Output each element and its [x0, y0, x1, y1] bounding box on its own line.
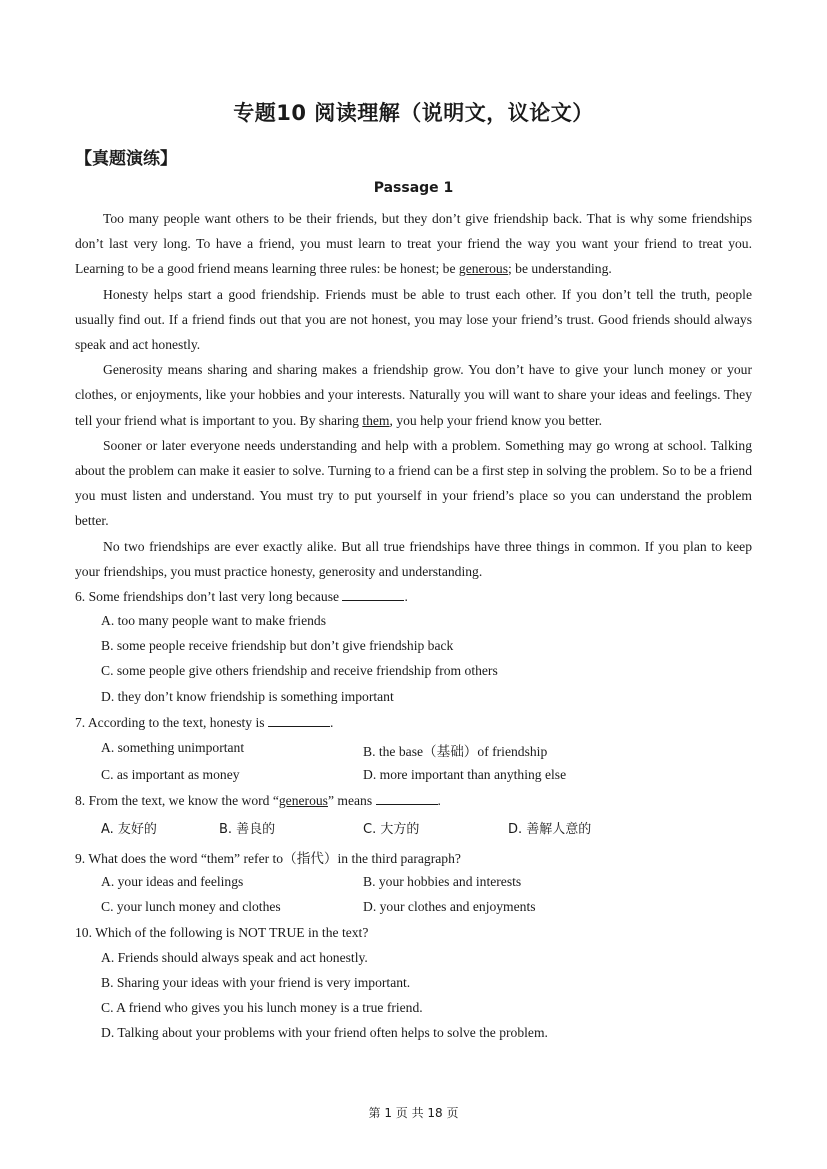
passage-body [75, 206, 752, 584]
question-7-stem [75, 714, 333, 731]
question-7-option-d: D. more important than anything else [363, 767, 567, 782]
question-9-option-c: C. your lunch money and clothes [101, 899, 281, 914]
paragraph-3-text-b: , you help your friend know you better. [389, 412, 603, 428]
question-9-option-b: B. your hobbies and interests [363, 874, 522, 889]
question-8-underlined-word: generous [278, 793, 328, 808]
question-10-option-c: C. A friend who gives you his lunch money is a true friend. [101, 1000, 423, 1015]
question-8-end: . [437, 793, 441, 808]
answer-blank [376, 792, 438, 805]
paragraph-4: Sooner or later everyone needs understanding and help with a problem. Something may go wrong at school. Talking about the problem can make it easier to solve. Turning to a friend can be a first step in solving the problem. So to be a friend you must listen and understand. You must try to put yourself in your friend’s place so you can understand the problem better. [75, 437, 752, 529]
question-7-option-c: C. as important as money [101, 767, 240, 782]
question-8-option-c: C. 大方的 [363, 822, 420, 837]
question-6-option-d: D. they don’t know friendship is something important [101, 689, 394, 704]
paragraph-5: No two friendships are ever exactly alike. But all true friendships have three things in common. If you plan to keep your friendships, you must practice honesty, generosity and understanding. [75, 538, 752, 579]
section-heading: 【真题演练】 [75, 149, 177, 169]
question-7-option-b: B. the base（基础）of friendship [363, 744, 548, 759]
question-8-text-b: ” means [327, 793, 373, 808]
paragraph-3-text-a: Generosity means sharing and sharing makes a friendship grow. You don’t have to give your lunch money or your clothes, or enjoyments, like your hobbies and your interests. Naturally you will want to share your ideas and feelings. They tell your friend what is important to you. By sharing [75, 362, 752, 428]
paragraph-3 [75, 357, 752, 433]
question-10-option-a: A. Friends should always speak and act honestly. [101, 950, 368, 965]
underlined-word-generous: generous [458, 261, 508, 277]
question-6-option-c: C. some people give others friendship and receive friendship from others [101, 663, 498, 678]
page-footer: 第 1 页 共 18 页 [368, 1106, 459, 1120]
question-6-stem [75, 588, 408, 605]
question-9-option-a: A. your ideas and feelings [101, 874, 244, 889]
question-7-option-a: A. something unimportant [101, 740, 245, 755]
question-10-stem: 10. Which of the following is NOT TRUE in the text? [75, 925, 369, 940]
question-10-option-d: D. Talking about your problems with your friend often helps to solve the problem. [101, 1025, 548, 1040]
question-7-text: 7. According to the text, honesty is [75, 715, 265, 730]
underlined-word-them: them [362, 412, 390, 428]
paragraph-1 [75, 206, 752, 282]
question-9-stem: 9. What does the word “them” refer to（指代）in the third paragraph? [75, 851, 461, 866]
question-9-option-d: D. your clothes and enjoyments [363, 899, 536, 914]
question-8-option-d: D. 善解人意的 [508, 822, 592, 837]
question-6-option-b: B. some people receive friendship but don’t give friendship back [101, 638, 454, 653]
question-6-end: . [404, 589, 408, 604]
question-8-text-a: 8. From the text, we know the word “ [75, 793, 279, 808]
paragraph-1-text-a: Too many people want others to be their friends, but they don’t give friendship back. That is why some friendships don’t last very long. To have a friend, you must learn to treat your friend the way you want your friend to treat you. Learning to be a good friend means learning three rules: be honest; be [75, 211, 752, 277]
paragraph-1-text-b: ; be understanding. [507, 261, 612, 277]
page-title: 专题10 阅读理解（说明文，议论文） [233, 101, 594, 125]
paragraph-2: Honesty helps start a good friendship. Friends must be able to trust each other. If you don’t tell the truth, people usually find out. If a friend finds out that you are not honest, you may lose your friend’s trust. Good friends should always speak and act honestly. [75, 286, 752, 353]
answer-blank [268, 714, 330, 727]
question-8-option-b: B. 善良的 [219, 822, 276, 837]
question-6-option-a: A. too many people want to make friends [101, 613, 326, 628]
question-8-option-a: A. 友好的 [101, 822, 157, 837]
answer-blank [342, 588, 404, 601]
passage-title: Passage 1 [373, 180, 454, 196]
question-8-stem [75, 792, 441, 809]
question-6-text: 6. Some friendships don’t last very long because [75, 589, 340, 604]
question-7-end: . [329, 715, 334, 730]
question-10-option-b: B. Sharing your ideas with your friend is very important. [101, 975, 411, 990]
